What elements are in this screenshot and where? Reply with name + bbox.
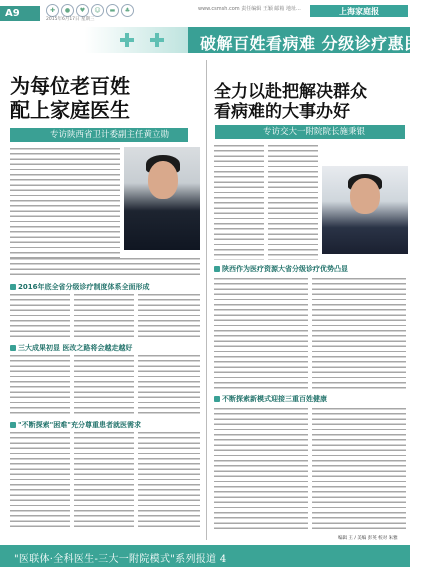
issue-number: 4 [219, 554, 227, 565]
left-body-text-1 [10, 148, 120, 258]
right-section-head-2: 不断探索新模式迎接三重百姓健康 [214, 394, 327, 404]
bullet-icon [10, 284, 16, 290]
right-portrait-photo [322, 166, 408, 254]
bullet-icon [10, 422, 16, 428]
bullet-icon [10, 345, 16, 351]
left-body-text-2 [10, 258, 200, 278]
face-shape [148, 161, 178, 199]
right-body-text-4 [312, 278, 406, 390]
heart-icon: ♥ [76, 4, 89, 17]
cross-icon [120, 33, 134, 47]
date-line: 2015年6月17日 星期三 [46, 17, 95, 22]
bottom-slogan: "医联体·全科医生-三大一附院模式"系列报道 4 [14, 554, 227, 565]
face-shape [350, 178, 380, 214]
editor-credit: 编辑 王 / 美编 彭英 校对 朱雅 [338, 536, 398, 541]
left-body-text-3 [10, 294, 70, 340]
right-section-head-1: 陕西作为医疗资源大省分级诊疗优势凸显 [214, 264, 348, 274]
left-section-head-2: 三大成果初显 医改之路将会越走越好 [10, 343, 132, 353]
right-body-text-5 [214, 408, 308, 532]
left-body-text-9 [10, 432, 70, 530]
left-body-text-4 [74, 294, 134, 340]
right-headline-line1: 全力以赴把解决群众 [214, 82, 367, 102]
right-body-text-1 [214, 145, 264, 260]
url-line: www.csmsh.com 责任编辑 王颖 邮箱 地址... [198, 6, 301, 12]
left-subtitle: 专访陕西省卫计委副主任黄立勋 [10, 128, 188, 142]
cross-icon [150, 33, 164, 47]
page-number: A9 [0, 6, 40, 21]
left-headline-line2: 配上家庭医生 [10, 98, 130, 122]
left-body-text-6 [10, 355, 70, 415]
left-section-head-3: "不断探索"困难"充分尊重患者就医需求 [10, 420, 141, 430]
left-body-text-11 [138, 432, 200, 530]
right-body-text-2 [268, 145, 318, 260]
left-body-text-5 [138, 294, 200, 340]
page-header [0, 0, 410, 26]
bullet-icon [214, 396, 220, 402]
column-divider [206, 60, 207, 540]
bullet-icon [214, 266, 220, 272]
left-body-text-10 [74, 432, 134, 530]
doctor-icon: ☺ [91, 4, 104, 17]
bed-icon: ▬ [106, 4, 119, 17]
section-ribbon-left [0, 27, 188, 53]
left-section-head-1: 2016年底全省分级诊疗制度体系全面形成 [10, 282, 149, 292]
right-body-text-6 [312, 408, 406, 532]
left-portrait-photo [124, 147, 200, 250]
section-title: 破解百姓看病难 分级诊疗惠民生 [200, 34, 437, 53]
right-headline-line2: 看病难的大事办好 [214, 102, 350, 122]
paper-logo: 上海家庭报 [310, 5, 408, 17]
left-body-text-8 [138, 355, 200, 415]
right-subtitle: 专访交大一附院院长施秉银 [215, 125, 405, 139]
pill-icon: ● [61, 4, 74, 17]
left-headline-line1: 为每位老百姓 [10, 74, 130, 98]
right-body-text-3 [214, 278, 308, 390]
leaf-icon: ♣ [121, 4, 134, 17]
cross-icon: ✚ [46, 4, 59, 17]
left-body-text-7 [74, 355, 134, 415]
